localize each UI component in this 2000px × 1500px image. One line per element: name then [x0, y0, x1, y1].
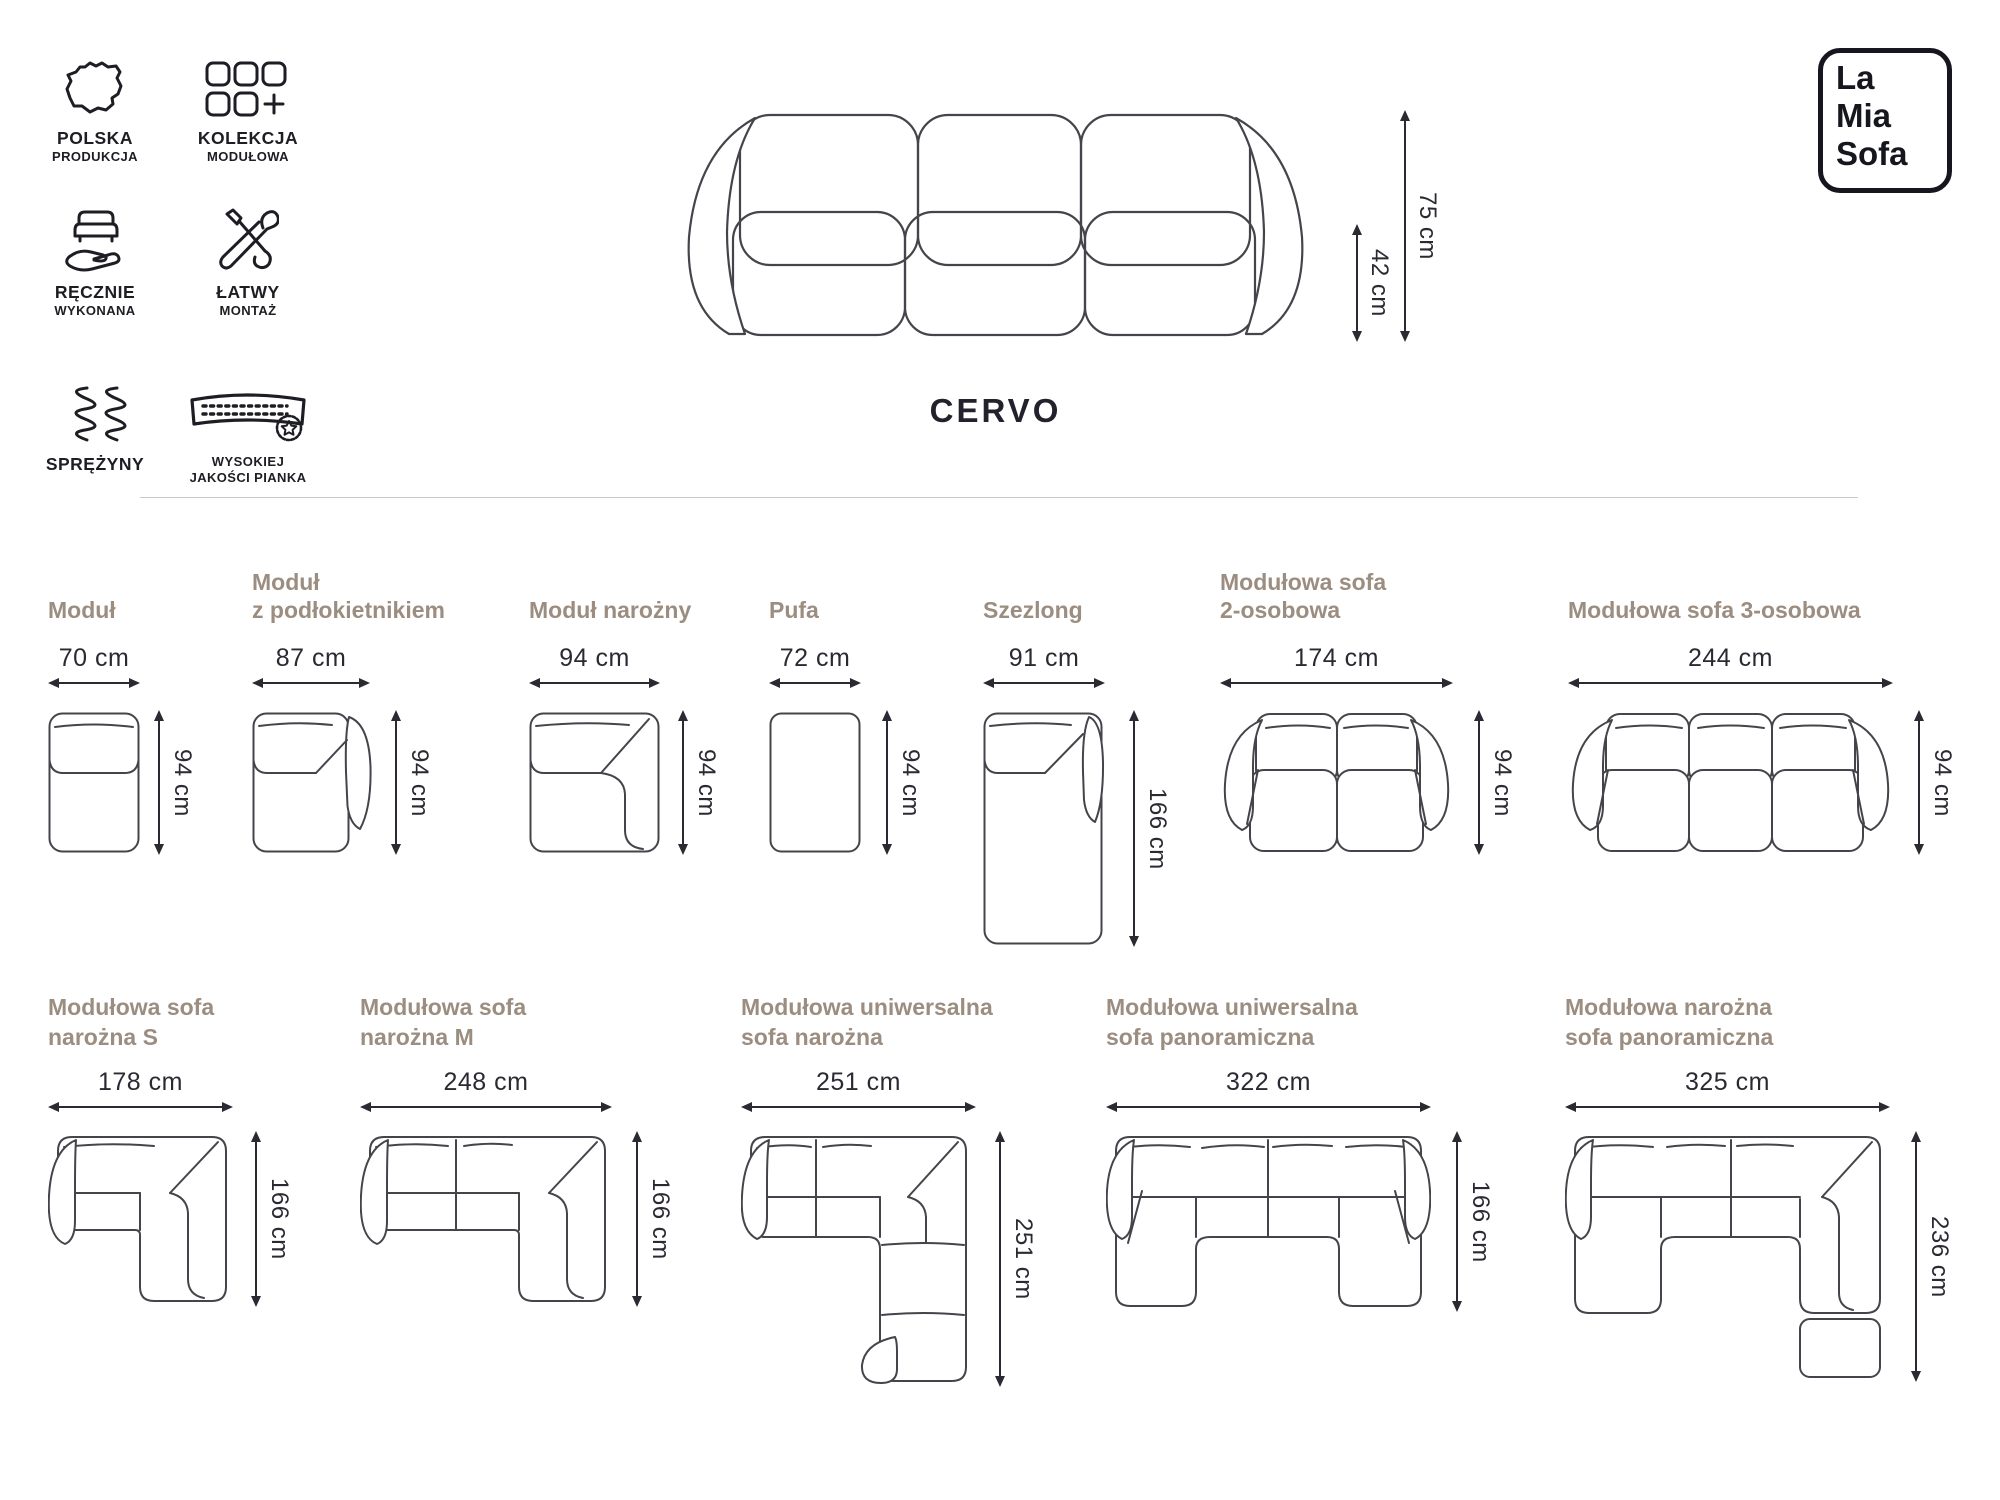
chaise-top-view-drawing — [983, 712, 1107, 950]
width-arrow — [531, 682, 658, 684]
badge-title: SPRĘŻYNY — [45, 454, 145, 474]
sofa-3-top-view-drawing — [1568, 712, 1893, 858]
module-name: Moduł z podłokietnikiem — [252, 569, 445, 623]
poland-map-icon — [20, 40, 170, 120]
depth-arrow — [636, 1133, 638, 1305]
badge-recznie-wykonana — [20, 194, 170, 319]
total-height-value: 75 cm — [1414, 192, 1441, 260]
modul-top-view-drawing — [48, 712, 140, 858]
depth-dimension: 251 cm — [999, 1133, 1037, 1385]
modul-arm-top-view-drawing — [252, 712, 373, 858]
product-name: CERVO — [929, 392, 1062, 429]
module-name: Modułowa sofa 3-osobowa — [1568, 597, 1861, 623]
depth-dimension: 94 cm — [1478, 712, 1516, 853]
seat-height-value: 42 cm — [1366, 249, 1393, 317]
la-mia-sofa-logo — [1818, 48, 1952, 193]
badge-subtitle: PRODUKCJA — [52, 149, 138, 164]
module-name: Pufa — [769, 597, 819, 623]
badge-title: POLSKA — [57, 128, 133, 148]
depth-dimension: 94 cm — [1918, 712, 1956, 853]
depth-arrow — [1456, 1133, 1458, 1310]
corner-sofa-m-top-view-drawing — [360, 1133, 612, 1310]
module-name: Modułowa narożna sofa panoramiczna — [1565, 994, 1774, 1050]
depth-dimension: 236 cm — [1915, 1133, 1953, 1380]
corner-sofa-s-top-view-drawing — [48, 1133, 233, 1310]
universal-corner-sofa-top-view-drawing — [741, 1133, 976, 1390]
high-quality-foam-icon — [160, 366, 336, 446]
depth-arrow — [395, 712, 397, 853]
width-arrow — [771, 682, 859, 684]
width-dimension: 251 cm — [741, 1068, 976, 1108]
depth-arrow — [158, 712, 160, 853]
badge-sprezyny — [20, 366, 170, 475]
width-arrow — [50, 682, 138, 684]
width-dimension: 72 cm — [769, 644, 861, 684]
width-dimension: 322 cm — [1106, 1068, 1431, 1108]
module-name: Modułowa sofa 2-osobowa — [1220, 569, 1387, 623]
module-name: Moduł — [48, 597, 116, 623]
width-arrow — [1222, 682, 1451, 684]
depth-arrow — [886, 712, 888, 853]
badge-subtitle: MONTAŻ — [219, 303, 277, 318]
width-dimension: 248 cm — [360, 1068, 612, 1108]
depth-arrow — [1478, 712, 1480, 853]
badge-polska-produkcja — [20, 40, 170, 165]
logo-line: Mia — [1836, 97, 1892, 134]
badge-title: ŁATWY — [216, 282, 280, 302]
depth-arrow — [1133, 712, 1135, 945]
depth-arrow — [999, 1133, 1001, 1385]
sofa-2-top-view-drawing — [1220, 712, 1453, 858]
width-dimension: 87 cm — [252, 644, 370, 684]
width-dimension: 244 cm — [1568, 644, 1893, 684]
logo-line: Sofa — [1836, 135, 1908, 172]
badge-latwy-montaz — [168, 194, 328, 319]
width-dimension: 174 cm — [1220, 644, 1453, 684]
depth-dimension: 94 cm — [886, 712, 924, 853]
section-divider — [140, 497, 1858, 498]
badge-title: WYSOKIEJ — [211, 454, 285, 469]
width-arrow — [50, 1106, 231, 1108]
badge-wysokiej-jakosci-pianka — [160, 366, 336, 486]
panoramic-sofa-top-view-drawing — [1106, 1133, 1431, 1315]
logo-line: La — [1836, 59, 1875, 96]
corner-panoramic-sofa-top-view-drawing — [1565, 1133, 1890, 1385]
module-name: Modułowa uniwersalna sofa narożna — [741, 994, 993, 1050]
module-name: Modułowa uniwersalna sofa panoramiczna — [1106, 994, 1358, 1050]
depth-arrow — [1915, 1133, 1917, 1380]
width-arrow — [1570, 682, 1891, 684]
module-name: Modułowa sofa narożna M — [360, 994, 527, 1050]
width-arrow — [254, 682, 368, 684]
width-arrow — [743, 1106, 974, 1108]
depth-dimension: 166 cm — [255, 1133, 293, 1305]
width-arrow — [985, 682, 1103, 684]
badge-kolekcja-modulowa — [168, 40, 328, 165]
sofa-front-view-drawing — [683, 112, 1308, 343]
total-height-arrow — [1404, 112, 1406, 340]
width-dimension: 70 cm — [48, 644, 140, 684]
depth-dimension: 94 cm — [158, 712, 196, 853]
total-height-dimension — [1404, 112, 1441, 340]
springs-icon — [20, 366, 170, 446]
depth-dimension: 166 cm — [636, 1133, 674, 1305]
width-dimension: 94 cm — [529, 644, 660, 684]
badge-subtitle: MODUŁOWA — [207, 149, 289, 164]
width-arrow — [1108, 1106, 1429, 1108]
width-dimension: 178 cm — [48, 1068, 233, 1108]
badge-title: KOLEKCJA — [197, 128, 299, 148]
modular-collection-icon — [168, 40, 328, 120]
width-arrow — [1567, 1106, 1888, 1108]
width-arrow — [362, 1106, 610, 1108]
depth-dimension: 94 cm — [682, 712, 720, 853]
width-dimension: 91 cm — [983, 644, 1105, 684]
depth-arrow — [682, 712, 684, 853]
pouf-top-view-drawing — [769, 712, 861, 858]
easy-assembly-icon — [168, 194, 328, 274]
depth-dimension: 166 cm — [1456, 1133, 1494, 1310]
badge-subtitle: WYKONANA — [54, 303, 136, 318]
badge-subtitle: JAKOŚCI PIANKA — [189, 470, 307, 485]
seat-height-arrow — [1356, 226, 1358, 340]
module-name: Moduł narożny — [529, 597, 692, 623]
corner-module-top-view-drawing — [529, 712, 660, 858]
module-name: Modułowa sofa narożna S — [48, 994, 215, 1050]
seat-height-dimension — [1356, 226, 1393, 340]
module-name: Szezlong — [983, 597, 1083, 623]
depth-dimension: 166 cm — [1133, 712, 1171, 945]
depth-arrow — [255, 1133, 257, 1305]
handmade-icon — [20, 194, 170, 274]
depth-dimension: 94 cm — [395, 712, 433, 853]
width-dimension: 325 cm — [1565, 1068, 1890, 1108]
badge-title: RĘCZNIE — [54, 282, 136, 302]
depth-arrow — [1918, 712, 1920, 853]
